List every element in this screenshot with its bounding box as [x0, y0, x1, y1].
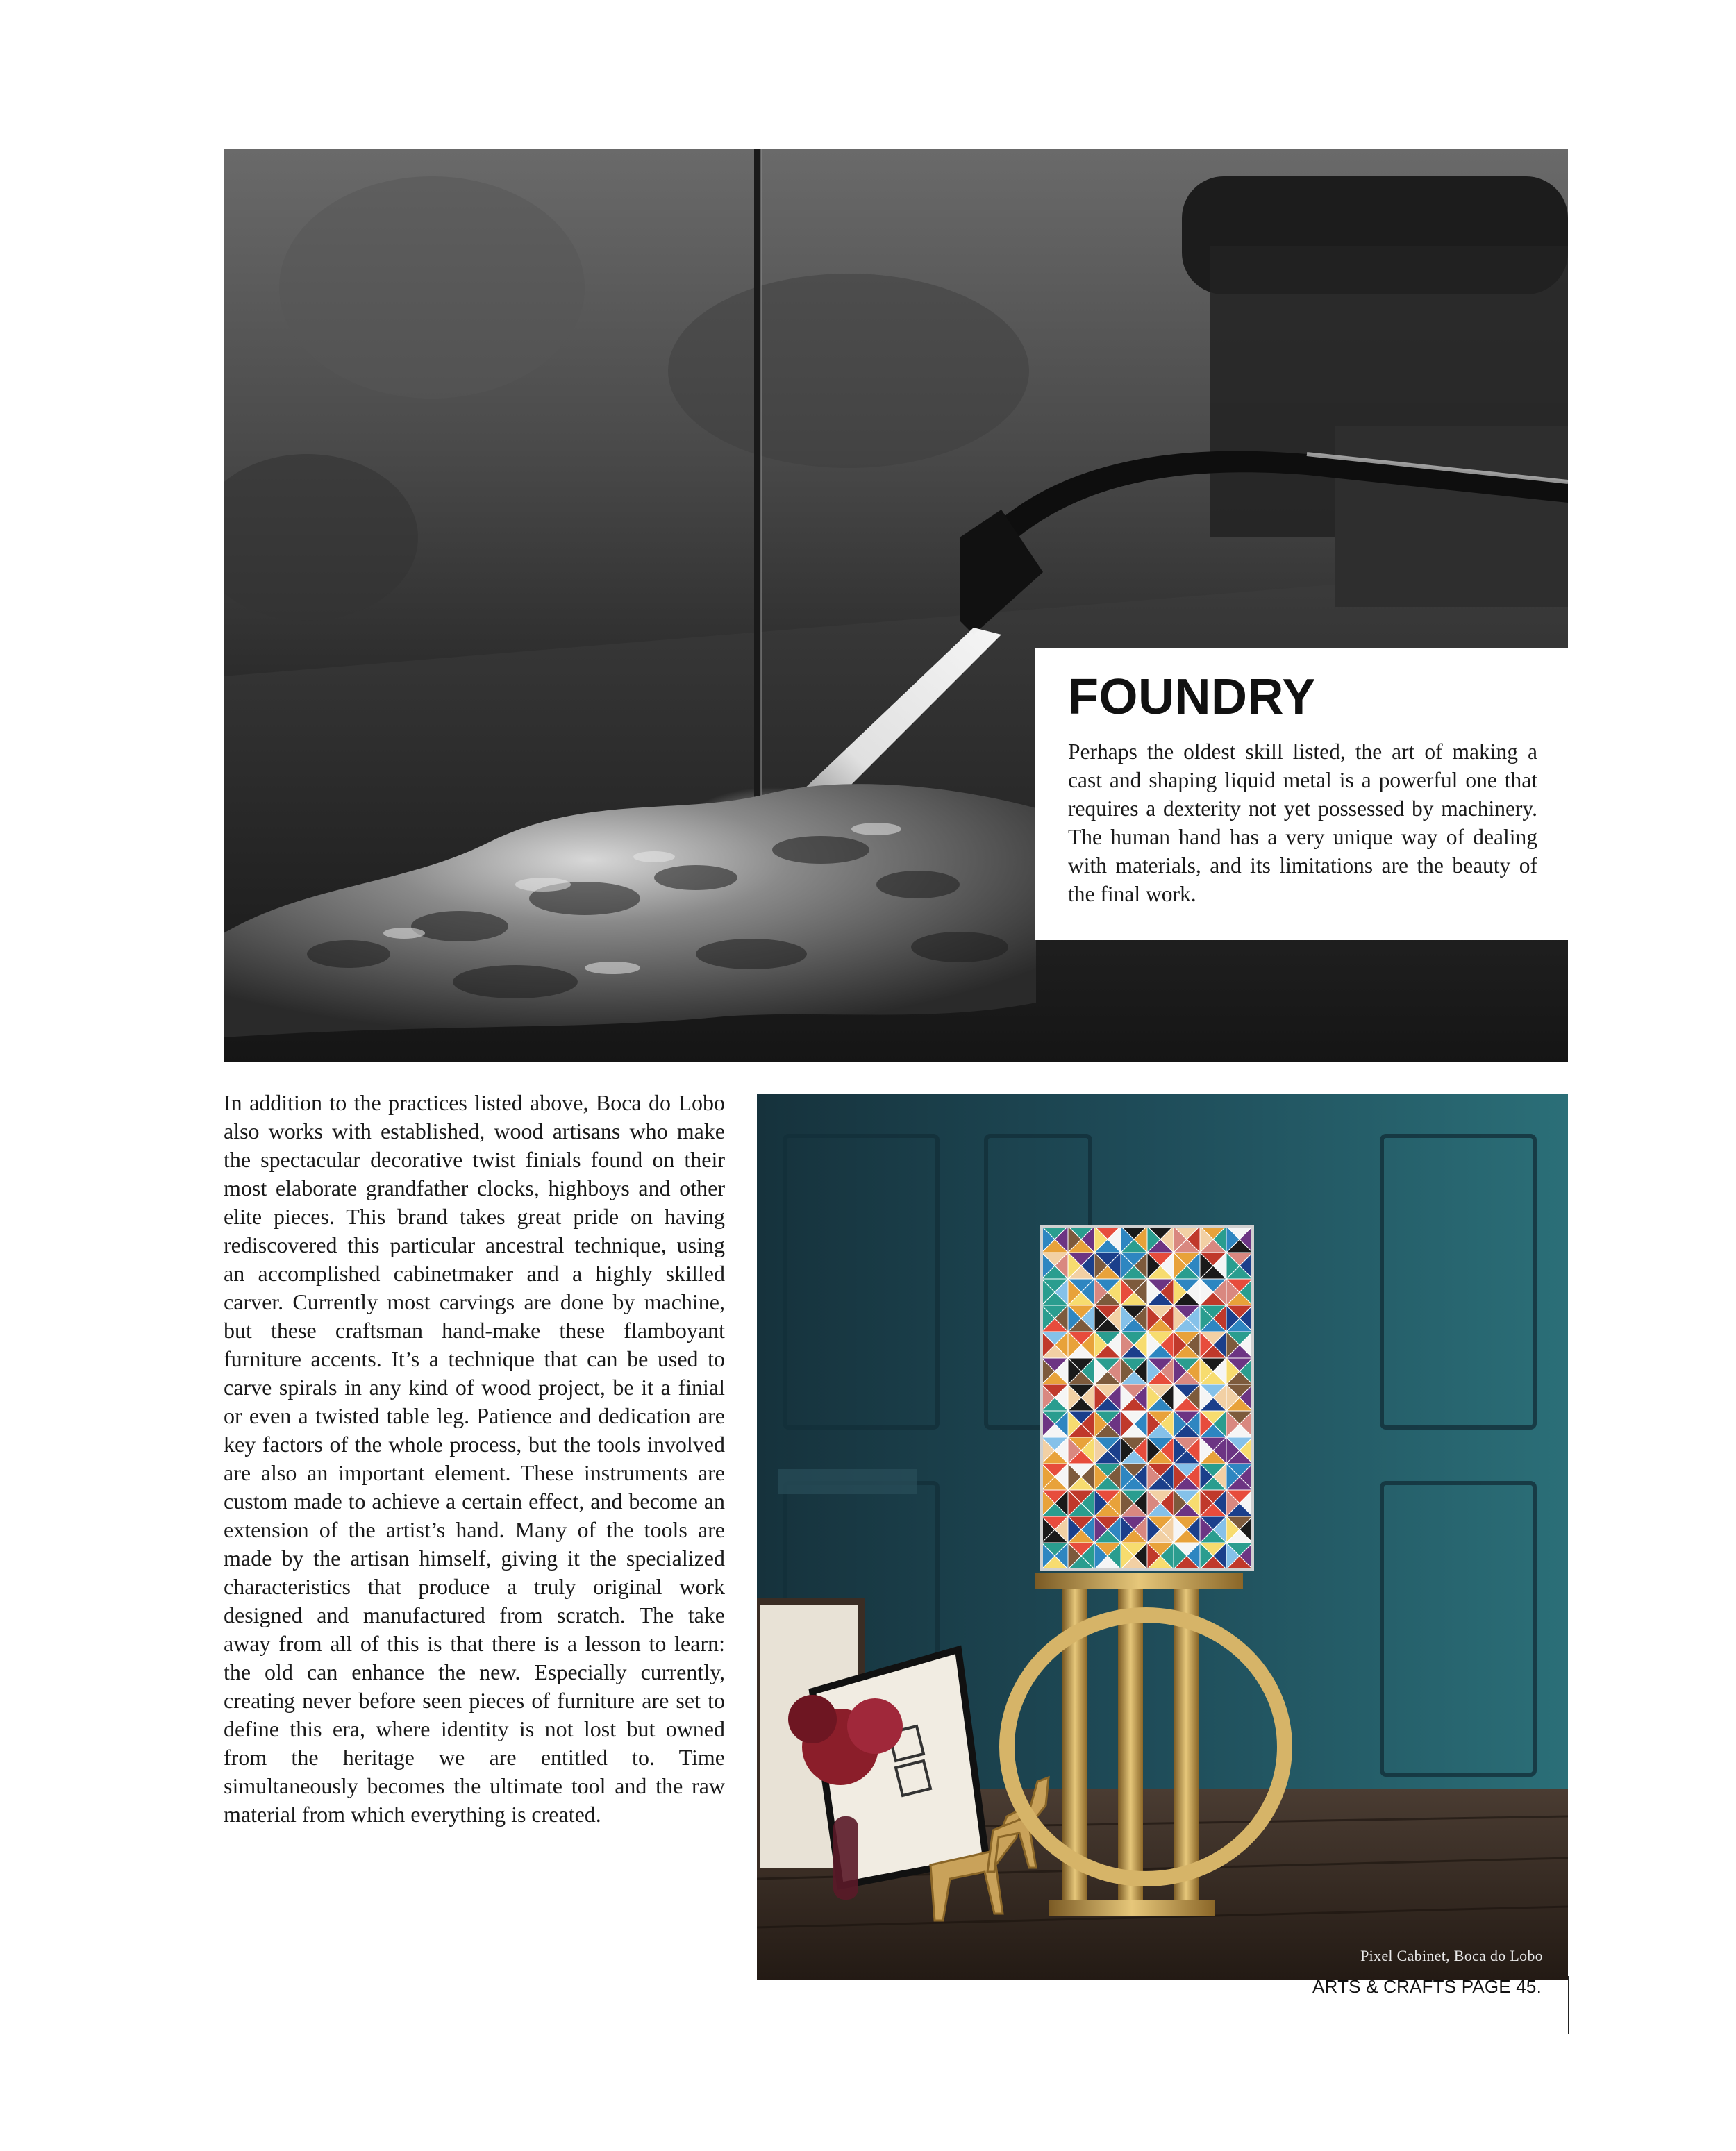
section-title: FOUNDRY — [1068, 669, 1316, 725]
cabinet-photo — [757, 1094, 1568, 1980]
article-body: In addition to the practices listed above, Boca do Lobo also works with established, wood artisans who make the spectacular decorative twist finials found on their most elaborate grandfather clocks, highboys and other elite pieces. This brand takes great pride on having rediscovered this particular ancestral technique, using an accomplished cabinetmaker and a highly skilled carver. Currently most carvings are done by machine, but these craftsman hand-make these flamboyant furniture accents. It’s a technique that can be used to carve spirals in any kind of wood project, be it a finial or even a twisted table leg. Patience and dedication are key factors of the whole process, but the tools involved are also an important element. These instruments are custom made to achieve a certain effect, and become an extension of the artist’s hand. Many of the tools are made by the artisan himself, giving it the specialized characteristics that produce a truly original work designed and manufactured from scratch. The take away from all of this is that there is a lesson to learn: the old can enhance the new. Especially currently, creating never before seen pieces of furniture are set to define this era, where identity is not lost but owned from the heritage we are entitled to. Time simultaneously becomes the ultimate tool and the raw material from which everything is created. — [224, 1090, 725, 1827]
footer-divider — [1568, 1976, 1569, 2034]
page-footer: ARTS & CRAFTS PAGE 45. — [1312, 1976, 1542, 1997]
foundry-section — [1035, 648, 1568, 940]
section-description: Perhaps the oldest skill listed, the art of making a cast and shaping liquid metal is a powerful one that requires a dexterity not yet possessed by machinery. The human hand has a very unique way of dealing with materials, and its limitations are the beauty of the final work. — [1068, 739, 1537, 906]
pixel-cabinet — [1042, 1226, 1253, 1569]
cabinet-illustration — [757, 1094, 1568, 1980]
photo-caption: Pixel Cabinet, Boca do Lobo — [1360, 1947, 1543, 1964]
